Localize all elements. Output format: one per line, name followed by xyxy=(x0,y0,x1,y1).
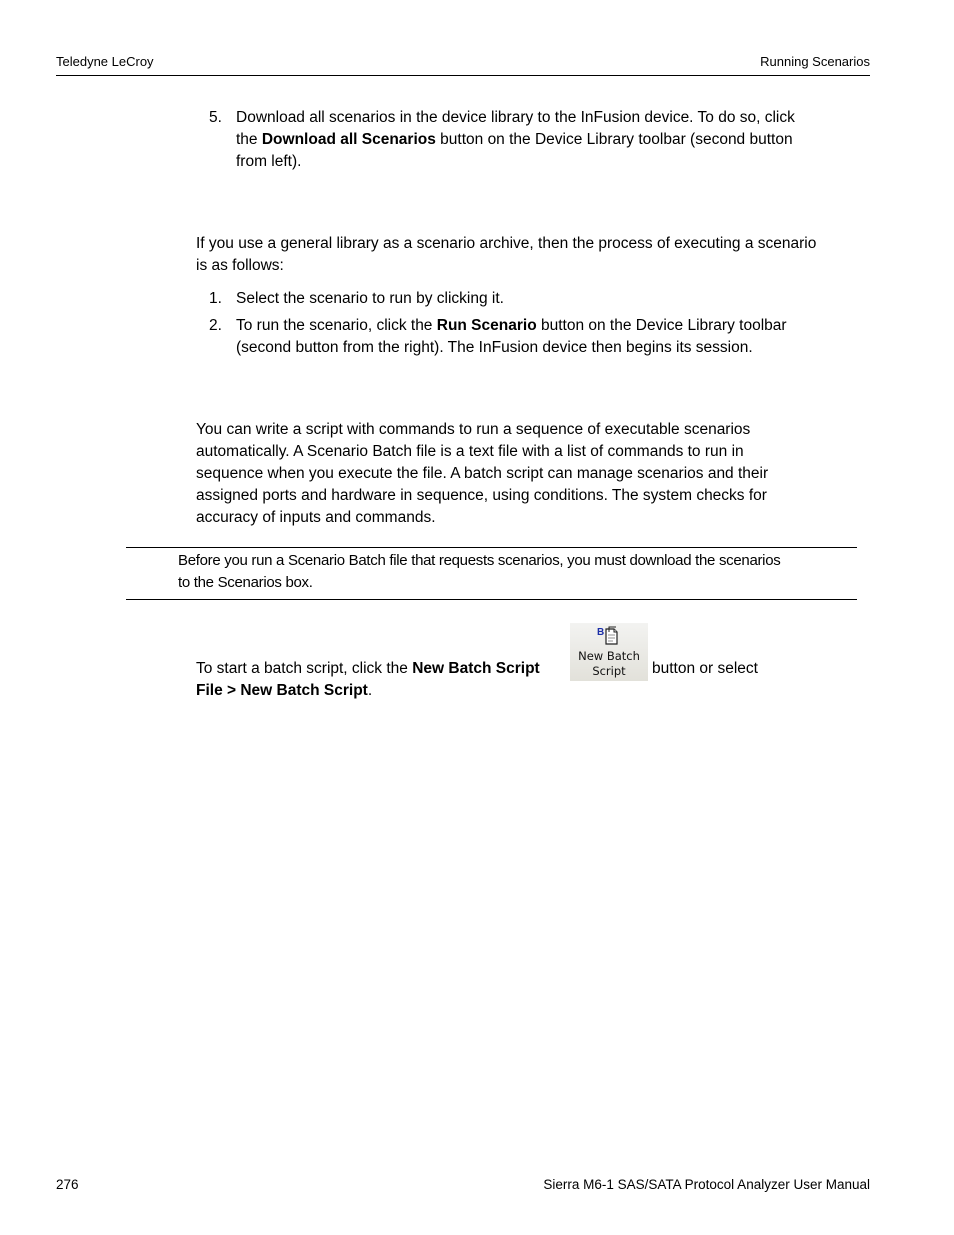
button-label: New Batch Script xyxy=(578,649,640,678)
footer-manual-title: Sierra M6-1 SAS/SATA Protocol Analyzer User Manual xyxy=(543,1177,870,1192)
run-scenario-label: Run Scenario xyxy=(436,317,537,334)
start-batch-text-continued: button or select xyxy=(652,660,758,677)
general-library-paragraph: If you use a general library as a scenario archive, then the process of executing a scenario is as follows: xyxy=(196,235,817,274)
note-box xyxy=(126,547,857,600)
download-all-scenarios-label: Download all Scenarios xyxy=(261,131,436,148)
header-section-title: Running Scenarios xyxy=(760,54,870,69)
batch-intro-paragraph: You can write a script with commands to run a sequence of executable scenarios automatically. A Scenario Batch file is a text file with a list of commands to run in sequence when you execute the file. A batch script can manage scenarios and their assigned ports and hardware in sequence, using conditions. The system checks for accuracy of inputs and commands. xyxy=(196,421,769,526)
step-text: Download all scenarios in the device library to the InFusion device. To do so, click the Download all Scenarios button on the Device Library toolbar (second button from left). xyxy=(236,109,795,170)
step-number: 5. xyxy=(209,109,222,126)
page-number: 276 xyxy=(56,1177,79,1192)
new-batch-script-label: New Batch Script xyxy=(412,660,540,677)
new-batch-script-button[interactable] xyxy=(570,623,648,681)
icon-letter: B xyxy=(597,627,605,638)
header-company: Teledyne LeCroy xyxy=(56,54,154,69)
file-menu-path: File > New Batch Script. xyxy=(196,682,373,699)
file-new-batch-script-label: File > New Batch Script xyxy=(196,682,368,699)
start-batch-text: To start a batch script, click the New Batch Script xyxy=(196,660,540,677)
step-number: 2. xyxy=(209,317,222,334)
step-text: To run the scenario, click the Run Scenario button on the Device Library toolbar (second button from the right). The InFusion device then begins its session. xyxy=(236,317,787,356)
step-text: Select the scenario to run by clicking it. xyxy=(236,290,504,307)
note-text: Before you run a Scenario Batch file that requests scenarios, you must download the scenarios to the Scenarios box. xyxy=(178,552,781,591)
new-batch-script-icon xyxy=(597,625,621,647)
page-header xyxy=(56,53,870,76)
step-number: 1. xyxy=(209,290,222,307)
